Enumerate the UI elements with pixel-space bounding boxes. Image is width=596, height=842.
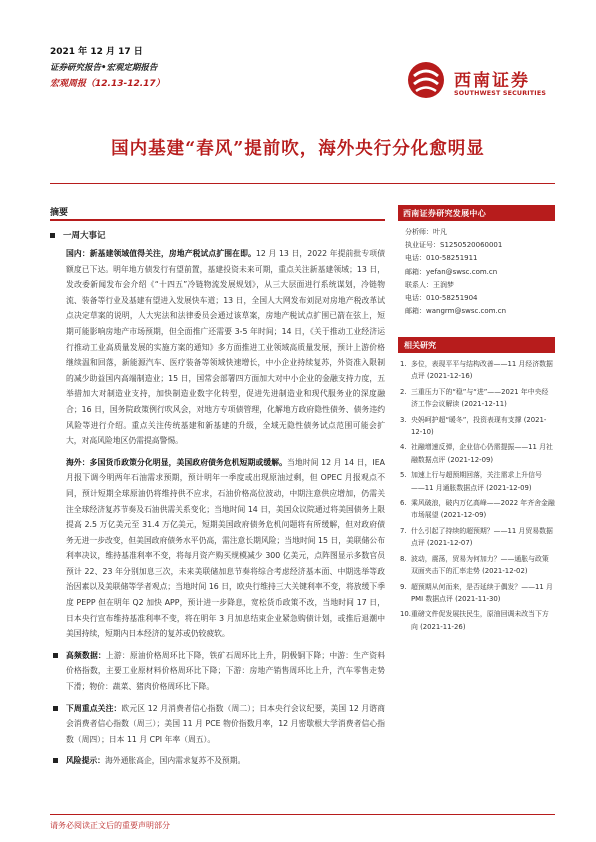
square-bullet-icon	[53, 758, 58, 763]
week-events-heading	[50, 229, 385, 241]
logo-english-name: SOUTHWEST SECURITIES	[454, 90, 547, 97]
list-item[interactable]: 7. 什么引起了持续的超预期？——11 月贸易数据点评 (2021-12-07)	[400, 526, 553, 548]
list-item[interactable]: 10. 重磅文件促发展扶民生，原油回调未改当下方向 (2021-11-26)	[400, 610, 549, 631]
list-item[interactable]: 2. 三重压力下的“稳”与“进”——2021 年中央经济工作会议解读 (2021-12-11)	[400, 387, 549, 409]
analyst-email[interactable]: 邮箱：yefan@swsc.com.cn	[405, 267, 498, 276]
footer-divider	[50, 814, 555, 815]
contact-name: 联系人：王润梦	[405, 280, 454, 289]
report-week: 宏观周报（12.13-12.17）	[50, 79, 165, 89]
analyst-phone: 电话：010-58251911	[405, 254, 478, 263]
title-divider	[50, 183, 555, 184]
logo-chinese-name: 西南证券	[454, 71, 530, 91]
report-date: 2021 年 12 月 17 日	[50, 47, 143, 57]
square-bullet-icon	[53, 653, 58, 658]
risk-text: 海外通胀高企，国内需求复苏不及预期。	[104, 756, 246, 766]
research-center-bar: 西南证券研究发展中心	[398, 205, 555, 221]
overseas-text: 当地时间 12 月 14 日，IEA 月报下调今明两年石油需求预期，预计明年一季度或出现原油过剩，但 OPEC 月报观点不同，预计短期全球原油仍将维持供不应求，石油价格高位波动，中期注意供应增加，仍需关注全球经济复苏节奏及石油供需关系变化；当地时间 14 日，美国众议院通过将美国债务上限提高 2.5 万亿美元至 31.4 万亿美元，短期美国政府债务危机问题将有所缓解，但对政府债务无进一步改变，但美国政府债务水平仍高，需注意长期风险；当地时间 15 日，美联储公布利率决议，维持基准利率不变，将每月资产购买规模减少 300 亿美元，点阵图显示多数官员预计 22、23 年分别加息三次，未来美联储加息节奏将综合考虑经济基本面、中期选举等政治因素以及美联储等学者观点；当地时间 16 日，欧央行维持三大关键利率不变，将放缓下季度 PEPP 但在明年 Q2 加快 APP，预计进一步降息，宽松货币政策不改，当地时间 17 日，日本央行宣布维持基准利率不变，将在明年 3 月加息结束企业紧急购债计划，或推后退潮中美国持续，短期内日本经济的复苏或仍较疲软。	[66, 457, 385, 639]
domestic-lead: 国内：新基建领域值得关注，房地产税试点扩围在即。	[66, 249, 256, 258]
domestic-text: 12 月 13 日，2022 年提前批专项债额度已下达。明年地方债发行有望前置，基建投资未来可期，重点关注新基建领域；13 日，发改委新闻发布会介绍《“十四五”冷链物流发展规划》，从三大层面进行系统谋划，冷链物流、装备等行业及基建有望进入发展快车道；13 日，全国人大网发布刘昆对房地产税改革试点决定草案的说明，人大宪法和法律委员会通过该草案，房地产税试点扩围已箭在弦上，短期可能影响房地产市场预期，但全面推广还需要 3-5 年时间；14 日，《关于推动工业经济运行推动工业高质量发展的实施方案的通知》多方面推进工业领域高质量发展，预计上游价格继续温和回落，新能源汽车、医疗装备等领域快速增长，中小企业持续复苏，外资准入限制的减少助益国内高端制造业；15 日，国常会部署四方面加大对中小企业的金融支持力度，五举措加大对制造业支持，加快制造业数字化转型，促进先进制造业和现代服务业的深度融合；16 日，国务院政策例行吹风会，对地方专项债管理，化解地方政府隐性债务、债务违约风险等进行介绍。重点关注传统基建和新基建的升级，全域无隐性债务试点范围可能会扩大，对高风险地区仍需提高警惕。	[66, 249, 385, 446]
domestic-paragraph	[66, 246, 385, 449]
list-item[interactable]: 8. 波动，震荡，贸易为何加力？——通胀与政策双面夹击下的汇率走势 (2021-12-02)	[400, 554, 549, 576]
list-item[interactable]: 9. 超预期从何而来，是否延续于偶发？——11 月 PMI 数据点评 (2021-11-30)	[400, 582, 553, 603]
list-item[interactable]: 3. 央妈呵护超“暖冬”，投资表现有支撑 (2021-12-10)	[400, 415, 547, 437]
contact-email[interactable]: 邮箱：wangrm@swsc.com.cn	[405, 307, 507, 316]
analyst-info	[405, 226, 555, 318]
overseas-lead: 海外：多国货币政策分化明显，美国政府债务危机短期或缓解。	[66, 457, 288, 467]
list-item[interactable]: 4. 社融增速反弹，企业信心仍需提振——11 月社融数据点评 (2021-12-09)	[400, 443, 553, 464]
contact-phone: 电话：010-58251904	[405, 294, 478, 303]
analyst-name: 分析师：叶凡	[405, 228, 447, 236]
page-title: 国内基建“春风”提前吹，海外央行分化愈明显	[111, 139, 485, 159]
week-events-label: 一周大事记	[63, 231, 106, 241]
next-text: 欧元区 12 月消费者信心指数（周二）；日本央行会议纪要，美国 12 月谘商会消费者信心指数（周三）；美国 11 月 PCE 物价指数月率，12 月密歇根大学消费者信心指数（周四）；日本 11 月 CPI 年率（周五）。	[66, 703, 386, 744]
list-item[interactable]: 1. 多位，表现平平与结构改善——11 月经济数据点评 (2021-12-16)	[400, 360, 553, 381]
list-item[interactable]: 6. 乘风破浪，破内万亿高峰——2022 年齐舍金融市场展望 (2021-12-09)	[400, 499, 555, 520]
square-bullet-icon	[50, 233, 55, 238]
overseas-paragraph	[66, 455, 385, 642]
analyst-license: 执业证号：S1250520060001	[405, 241, 503, 250]
related-research-list	[400, 358, 555, 636]
company-logo	[406, 60, 556, 102]
next-label: 下周重点关注：	[66, 703, 122, 713]
hf-text: 上游：原油价格周环比下降，铁矿石周环比上升，阴极铜下降；中游：生产资料价格指数，主要工业原材料价格周环比下降；下游：房地产销售周环比上升，汽车零售走势下滑；物价：蔬菜、猪肉价格周环比下降。	[66, 650, 386, 692]
risk-item	[53, 753, 385, 769]
related-research-bar: 相关研究	[398, 337, 555, 353]
risk-label: 风险提示：	[66, 756, 105, 766]
square-bullet-icon	[53, 706, 58, 711]
logo-mark-icon	[406, 60, 446, 100]
abstract-divider	[50, 219, 385, 221]
hf-label: 高频数据：	[66, 650, 106, 660]
high-frequency-item	[53, 648, 385, 695]
abstract-body	[50, 229, 385, 769]
next-week-item	[53, 701, 385, 748]
abstract-heading: 摘要	[50, 208, 69, 218]
footer-disclaimer[interactable]: 请务必阅读正文后的重要声明部分	[50, 821, 170, 830]
list-item[interactable]: 5. 加速上行与超预期回落，关注需求上升信号——11 月通胀数据点评 (2021-12-09)	[400, 471, 542, 492]
report-type: 证券研究报告•宏观定期报告	[50, 63, 158, 73]
